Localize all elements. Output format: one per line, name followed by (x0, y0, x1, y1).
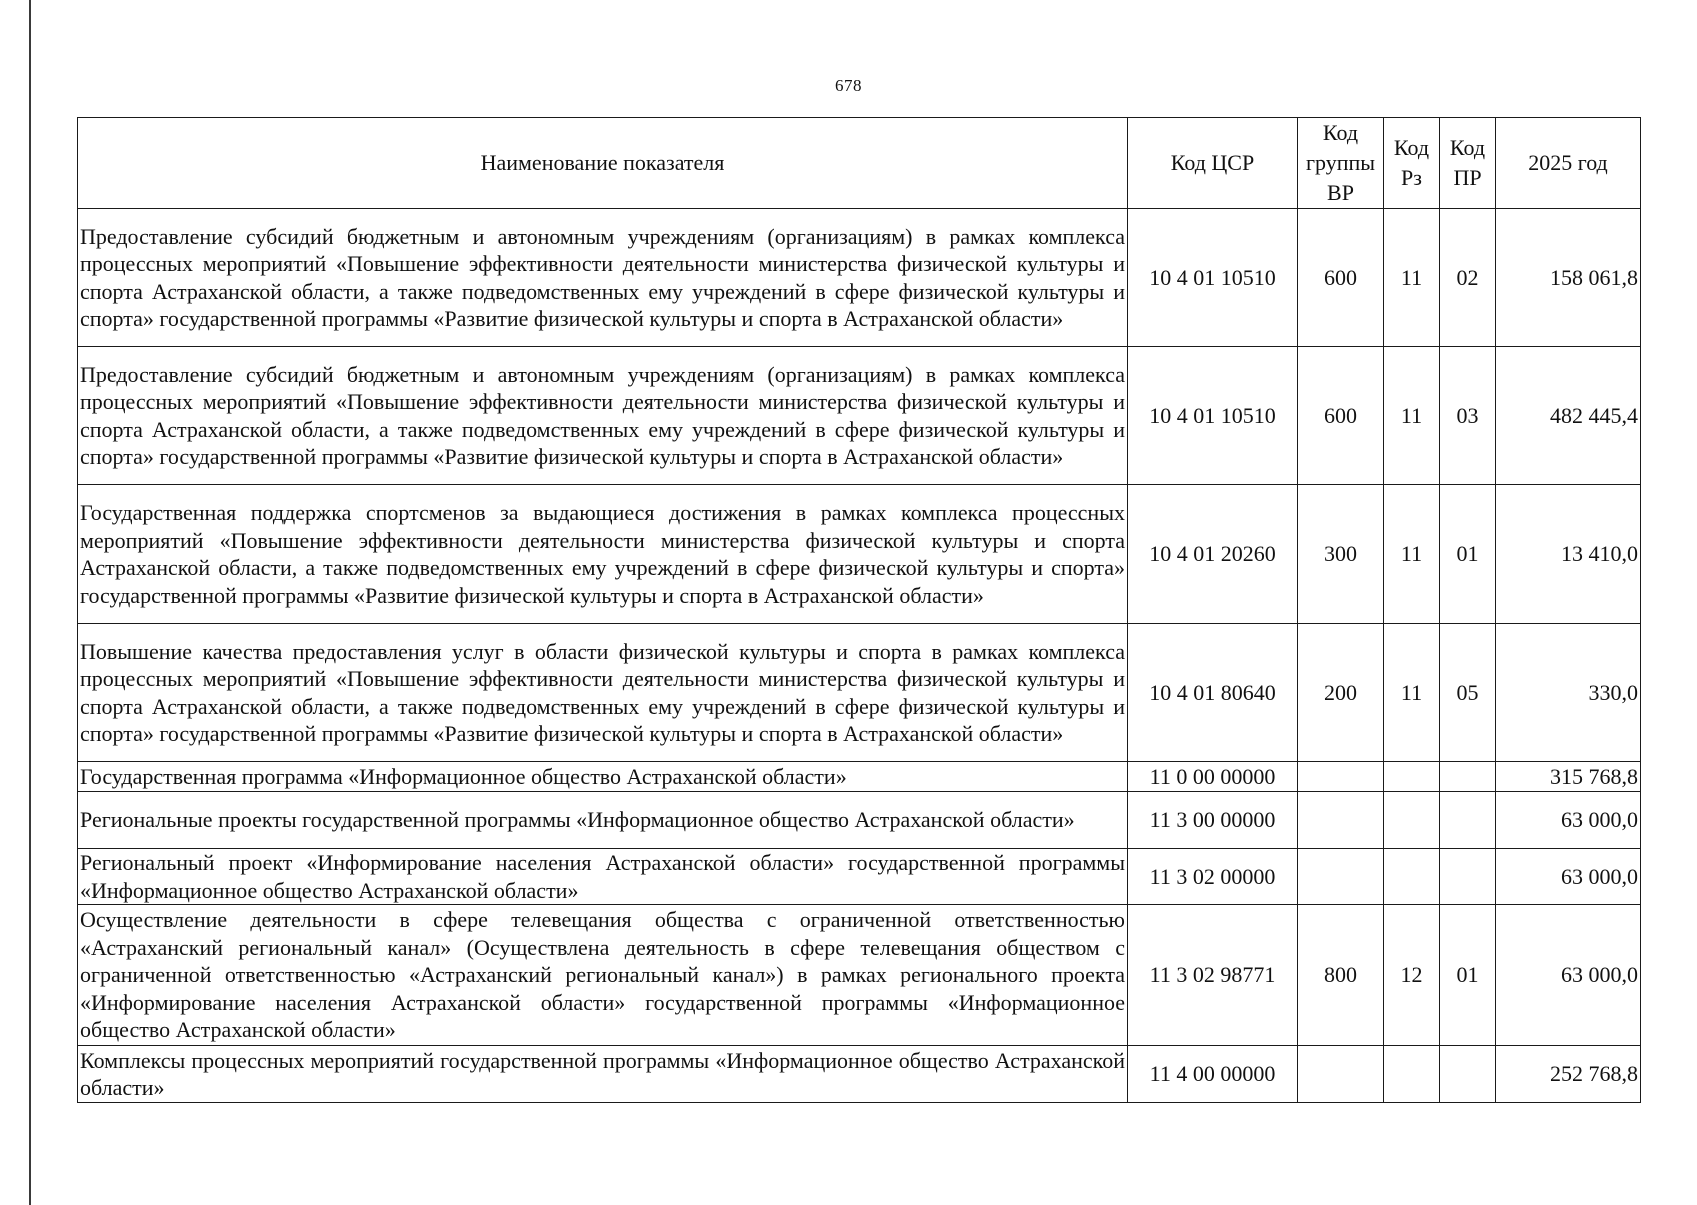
row-rz (1384, 762, 1440, 792)
table-row (78, 209, 1641, 347)
row-amount: 63 000,0 (1496, 792, 1641, 849)
row-amount: 63 000,0 (1496, 849, 1641, 905)
row-rz (1384, 792, 1440, 849)
table-row (78, 762, 1641, 792)
header-rz: Код Рз (1384, 118, 1440, 209)
row-vr: 600 (1298, 347, 1384, 485)
table-row (78, 1046, 1641, 1103)
budget-table (77, 117, 1641, 1103)
row-csr: 11 4 00 00000 (1128, 1046, 1298, 1103)
table-row (78, 624, 1641, 762)
row-name: Повышение качества предоставления услуг в области физической культуры и спорта в рамках комплекса процессных мероприятий «Повышение эффективности деятельности министерства физической культуры и спорта Астраханской области, а также подведомственных ему учреждений в сфере физической культуры и спорта» государственной программы «Развитие физической культуры и спорта в Астраханской области» (78, 624, 1128, 762)
header-pr: Код ПР (1440, 118, 1496, 209)
row-rz (1384, 849, 1440, 905)
table-row (78, 849, 1641, 905)
row-pr: 01 (1440, 905, 1496, 1046)
row-csr: 10 4 01 20260 (1128, 485, 1298, 624)
row-vr: 200 (1298, 624, 1384, 762)
row-vr (1298, 792, 1384, 849)
row-csr: 11 3 02 00000 (1128, 849, 1298, 905)
row-amount: 13 410,0 (1496, 485, 1641, 624)
row-csr: 10 4 01 10510 (1128, 209, 1298, 347)
scan-margin-line (29, 0, 31, 1205)
row-rz: 12 (1384, 905, 1440, 1046)
table-row (78, 905, 1641, 1046)
row-name: Государственная поддержка спортсменов за выдающиеся достижения в рамках комплекса процессных мероприятий «Повышение эффективности деятельности министерства физической культуры и спорта Астраханской области, а также подведомственных ему учреждений в сфере физической культуры и спорта» государственной программы «Развитие физической культуры и спорта в Астраханской области» (78, 485, 1128, 624)
row-csr: 11 0 00 00000 (1128, 762, 1298, 792)
row-rz: 11 (1384, 624, 1440, 762)
row-amount: 482 445,4 (1496, 347, 1641, 485)
row-csr: 11 3 00 00000 (1128, 792, 1298, 849)
row-name: Региональный проект «Информирование населения Астраханской области» государственной программы «Информационное общество Астраханской области» (78, 849, 1128, 905)
row-rz (1384, 1046, 1440, 1103)
row-name: Государственная программа «Информационное общество Астраханской области» (78, 762, 1128, 792)
row-vr (1298, 1046, 1384, 1103)
table-header-row (78, 118, 1641, 209)
row-vr: 600 (1298, 209, 1384, 347)
table-row (78, 347, 1641, 485)
row-name: Предоставление субсидий бюджетным и автономным учреждениям (организациям) в рамках комплекса процессных мероприятий «Повышение эффективности деятельности министерства физической культуры и спорта Астраханской области, а также подведомственных ему учреждений в сфере физической культуры и спорта» государственной программы «Развитие физической культуры и спорта в Астраханской области» (78, 209, 1128, 347)
row-amount: 158 061,8 (1496, 209, 1641, 347)
table-row (78, 485, 1641, 624)
row-pr (1440, 1046, 1496, 1103)
row-rz: 11 (1384, 209, 1440, 347)
row-pr: 01 (1440, 485, 1496, 624)
row-rz: 11 (1384, 485, 1440, 624)
header-year: 2025 год (1496, 118, 1641, 209)
row-amount: 330,0 (1496, 624, 1641, 762)
row-vr: 800 (1298, 905, 1384, 1046)
row-name: Комплексы процессных мероприятий государственной программы «Информационное общество Астраханской области» (78, 1046, 1128, 1103)
row-csr: 10 4 01 10510 (1128, 347, 1298, 485)
row-pr (1440, 762, 1496, 792)
row-vr (1298, 762, 1384, 792)
row-pr: 03 (1440, 347, 1496, 485)
row-name: Осуществление деятельности в сфере телевещания общества с ограниченной ответственностью «Астраханский региональный канал» (Осуществлена деятельность в сфере телевещания обществом с ограниченной ответственностью «Астраханский региональный канал») в рамках регионального проекта «Информирование населения Астраханской области» государственной программы «Информационное общество Астраханской области» (78, 905, 1128, 1046)
row-name: Предоставление субсидий бюджетным и автономным учреждениям (организациям) в рамках комплекса процессных мероприятий «Повышение эффективности деятельности министерства физической культуры и спорта Астраханской области, а также подведомственных ему учреждений в сфере физической культуры и спорта» государственной программы «Развитие физической культуры и спорта в Астраханской области» (78, 347, 1128, 485)
row-name: Региональные проекты государственной программы «Информационное общество Астраханской области» (78, 792, 1128, 849)
row-amount: 252 768,8 (1496, 1046, 1641, 1103)
row-pr: 02 (1440, 209, 1496, 347)
table-row (78, 792, 1641, 849)
row-vr (1298, 849, 1384, 905)
row-amount: 63 000,0 (1496, 905, 1641, 1046)
row-csr: 11 3 02 98771 (1128, 905, 1298, 1046)
header-vr: Код группы ВР (1298, 118, 1384, 209)
row-csr: 10 4 01 80640 (1128, 624, 1298, 762)
row-pr: 05 (1440, 624, 1496, 762)
row-vr: 300 (1298, 485, 1384, 624)
row-pr (1440, 792, 1496, 849)
header-csr: Код ЦСР (1128, 118, 1298, 209)
row-rz: 11 (1384, 347, 1440, 485)
page-number: 678 (835, 76, 862, 95)
header-name: Наименование показателя (78, 118, 1128, 209)
row-amount: 315 768,8 (1496, 762, 1641, 792)
row-pr (1440, 849, 1496, 905)
